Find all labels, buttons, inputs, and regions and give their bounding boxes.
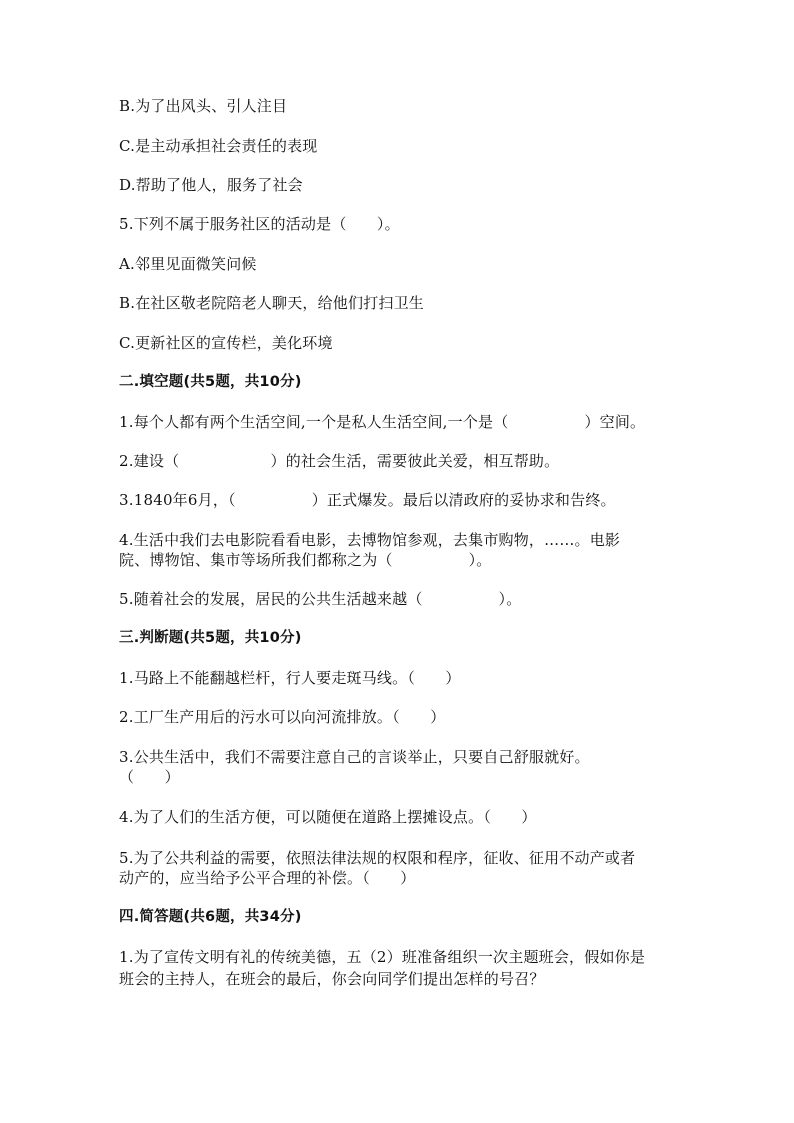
section-2-title: 二.填空题(共5题，共10分) (119, 374, 302, 390)
short-answer-1-line-2: 班会的主持人，在班会的最后，你会向同学们提出怎样的号召？ (119, 970, 545, 988)
fill-blank-4-line-1: 4.生活中我们去电影院看看电影，去博物馆参观，去集市购物，……。电影 (119, 531, 621, 549)
option-c: C.是主动承担社会责任的表现 (119, 137, 318, 155)
judge-1: 1.马路上不能翻越栏杆，行人要走斑马线。（ ） (119, 669, 461, 687)
fill-blank-4-line-2: 院、博物馆、集市等场所我们都称之为（ ）。 (119, 551, 492, 569)
judge-5-line-1: 5.为了公共利益的需要，依照法律法规的权限和程序，征收、征用不动产或者 (119, 849, 636, 867)
fill-blank-2: 2.建设（ ）的社会生活，需要彼此关爱，相互帮助。 (119, 452, 560, 470)
judge-3-line-1: 3.公共生活中，我们不需要注意自己的言谈举止，只要自己舒服就好。 (119, 748, 590, 766)
option-b: B.为了出风头、引人注目 (119, 97, 288, 115)
fill-blank-1: 1.每个人都有两个生活空间,一个是私人生活空间,一个是（ ）空间。 (119, 413, 646, 431)
question-5-option-c: C.更新社区的宣传栏，美化环境 (119, 334, 333, 352)
option-d: D.帮助了他人，服务了社会 (119, 176, 303, 194)
judge-3-line-2: （ ） (119, 768, 180, 786)
question-5-stem: 5.下列不属于服务社区的活动是（ ）。 (119, 215, 400, 233)
question-5-option-a: A.邻里见面微笑问候 (119, 255, 257, 273)
short-answer-1-line-1: 1.为了宣传文明有礼的传统美德，五（2）班准备组织一次主题班会，假如你是 (119, 948, 646, 966)
section-4-title: 四.简答题(共6题，共34分) (119, 909, 302, 925)
question-5-option-b: B.在社区敬老院陪老人聊天，给他们打扫卫生 (119, 294, 424, 312)
fill-blank-5: 5.随着社会的发展，居民的公共生活越来越（ ）。 (119, 590, 522, 608)
judge-5-line-2: 动产的，应当给予公平合理的补偿。（ ） (119, 869, 416, 887)
fill-blank-3: 3.1840年6月，（ ）正式爆发。最后以清政府的妥协求和告终。 (119, 491, 616, 509)
judge-4: 4.为了人们的生活方便，可以随便在道路上摆摊设点。（ ） (119, 808, 537, 826)
section-3-title: 三.判断题(共5题，共10分) (119, 630, 302, 646)
judge-2: 2.工厂生产用后的污水可以向河流排放。（ ） (119, 708, 446, 726)
